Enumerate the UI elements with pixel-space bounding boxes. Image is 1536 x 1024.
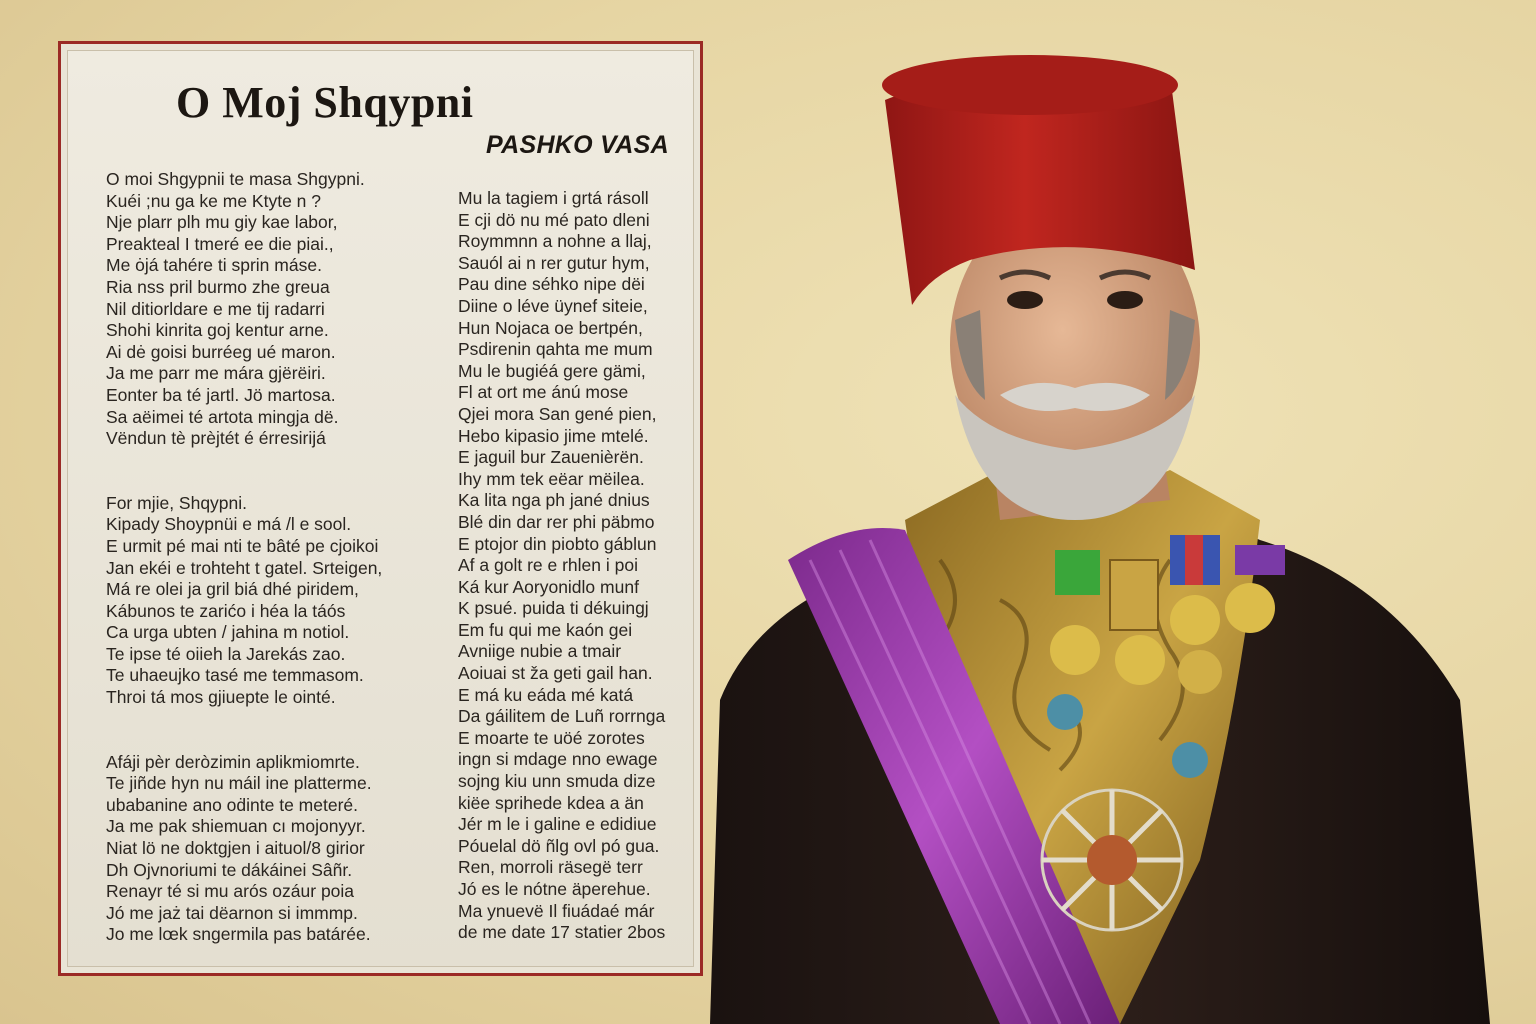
poem-right-column xyxy=(458,188,698,944)
poem-line: Niat lö ne doktgjen i aituol/8 girior xyxy=(106,838,365,859)
poem-line: Da gáilitem de Luñ rorrnga xyxy=(458,706,666,727)
poem-line: Ká kur Aoryonidlo munf xyxy=(458,576,639,597)
poem-line: Hebo kipasio jime mtelé. xyxy=(458,425,649,446)
poem-line: E urmit pé mai nti te bâté pe cjoikoi xyxy=(106,535,379,556)
poem-line: Nje plarr plh mu giy kae labor, xyxy=(106,212,338,233)
poem-line: Psdirenin qahta me mum xyxy=(458,339,653,360)
poem-line: For mjie, Shqypni. xyxy=(106,492,248,513)
poem-line: Shohi kinrita goj kentur arne. xyxy=(106,320,329,341)
poem-line: E má ku eáda mé katá xyxy=(458,684,634,705)
poem-line: Te uhaeujko tasé me temmasom. xyxy=(106,665,364,686)
poem-line: Kipady Shoypnüi e má /l e sool. xyxy=(106,514,352,535)
poem-line: Jér m le i galine e edidiue xyxy=(458,814,657,835)
poem-line: E cji dö nu mé pato dleni xyxy=(458,209,650,230)
poem-line: Sauól ai n rer gutur hym, xyxy=(458,252,650,273)
poem-line: Eonter ba té jartl. Jö martosa. xyxy=(106,384,336,405)
poem-line: Roymmnn a nohne a llaj, xyxy=(458,231,652,252)
poem-line: Te jiñde hyn nu máil ine platterme. xyxy=(106,773,372,794)
poem-line: kiëe sprihede kdea a än xyxy=(458,792,644,813)
poem-panel xyxy=(58,41,703,976)
poem-line: Mu la tagiem i grtá rásoll xyxy=(458,188,649,208)
poem-stanza xyxy=(106,752,406,946)
poem-line: Em fu qui me kaón gei xyxy=(458,619,633,640)
poem-line: Pau dine séhko nipe dëi xyxy=(458,274,645,295)
poem-line: Fl at ort me ánú mose xyxy=(458,382,629,403)
poem-line: Renayr té si mu arós ozáur poia xyxy=(106,881,355,902)
poem-line: Kuéi ;nu ga ke me Ktyte n ? xyxy=(106,190,321,211)
poem-line: Kábunos te zarićo i héa la táós xyxy=(106,600,346,621)
poem-line: Vëndun tè prèjtét é érresirijá xyxy=(106,428,326,449)
poem-line: Diine o léve üynef siteie, xyxy=(458,295,648,316)
poem-line: Throi tá mos gjiuepte le ointé. xyxy=(106,687,336,708)
poem-stanza xyxy=(106,169,406,450)
poem-line: Me ȯjá tahére ti sprin máse. xyxy=(106,255,322,276)
poem-line: Ca urga ubten / jahina m notiol. xyxy=(106,622,350,643)
poem-line: E ptojor din piobto gáblun xyxy=(458,533,657,554)
poem-line: Af a golt re e rhlen i poi xyxy=(458,555,638,576)
poem-line: Ai dė goisi burréeg ué maron. xyxy=(106,341,336,362)
star-decoration xyxy=(1042,790,1182,930)
poem-line: Ja me parr me mára gjërëiri. xyxy=(106,363,326,384)
poem-line: Jo me lœk sngermila pas batárée. xyxy=(106,924,371,945)
poem-line: ingn si mdage nno ewage xyxy=(458,749,658,770)
poem-line: Ren, morroli räsegë terr xyxy=(458,857,643,878)
poem-line: Ihy mm tek eëar mëilea. xyxy=(458,468,645,489)
poem-line: Te ipse té oiieh la Jarekás zao. xyxy=(106,643,346,664)
poem-line: K psué. puida ti dékuingj xyxy=(458,598,649,619)
poem-line: Jó me jaż tai dëarnon si immmp. xyxy=(106,902,358,923)
poem-line: Jó es le nótne äperehue. xyxy=(458,879,651,899)
poem-line: Hun Nojaca oe bertpén, xyxy=(458,317,643,338)
poem-line: ubabanine ano oḋinte te meteré. xyxy=(106,794,358,815)
portrait-illustration xyxy=(700,0,1536,1024)
poem-title: O Moj Shqypni xyxy=(176,78,474,127)
poem-left-column xyxy=(106,169,406,989)
poem-line: Ka lita nga ph jané dnius xyxy=(458,490,650,511)
poem-line: Ma ynuevë Il fiuádaé már xyxy=(458,900,655,921)
poem-line: Jan ekéi e trohteht t gatel. Srteigen, xyxy=(106,557,383,578)
poem-line: O moi Shgypnii te masa Shgypni. xyxy=(106,169,365,189)
poem-line: Aoiuai st ža geti gail han. xyxy=(458,663,653,684)
poem-author: PASHKO VASA xyxy=(486,131,669,159)
poem-stanza xyxy=(106,493,406,709)
poem-line: Ja me pak shiemuan cı mojonyyr. xyxy=(106,816,366,837)
poem-line: E jaguil bur Zauenièrën. xyxy=(458,447,644,468)
poem-line: de me date 17 statier 2bos xyxy=(458,922,666,943)
poem-line: Sa aëimei té artota mingja dë. xyxy=(106,406,339,427)
poem-line: Nil ditiorldare e me tij radarri xyxy=(106,298,325,319)
poem-line: Preakteal I tmeré ee die piai., xyxy=(106,233,334,254)
poem-page xyxy=(67,50,694,967)
poem-line: Blé din dar rer phi päbmo xyxy=(458,511,655,532)
poem-line: Póuelal dö ñlg ovl pó gua. xyxy=(458,835,660,856)
poem-line: Qjei mora San gené pien, xyxy=(458,403,657,424)
poem-line: Má re olei ja gril biá dhé piridem, xyxy=(106,579,359,600)
poem-line: Ria nss pril burmo zhe greua xyxy=(106,276,330,297)
poem-line: sojng kiu unn smuda dize xyxy=(458,771,656,792)
poem-line: Mu le bugiéá gere gämi, xyxy=(458,360,646,381)
poem-line: Afáji pèr deròzimin aplikmiomrte. xyxy=(106,751,360,772)
poem-line: Avniige nubie a tmair xyxy=(458,641,622,662)
poem-line: E moarte te uöé zorotes xyxy=(458,727,645,748)
poem-line: Dh Ojvnoriumi te dákáinei Sâñr. xyxy=(106,859,353,880)
